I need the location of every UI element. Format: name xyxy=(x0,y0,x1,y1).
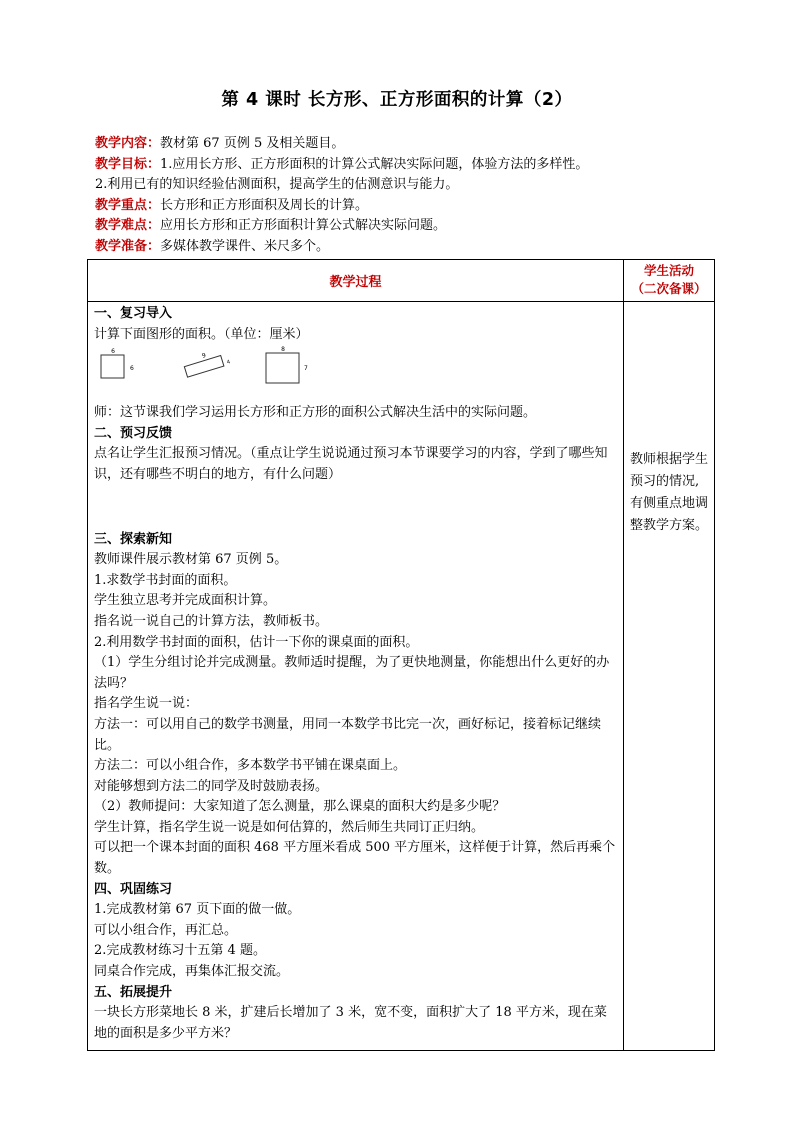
section-preview-title: 二、预习反馈 xyxy=(94,425,173,441)
rectangle-top-label: 8 xyxy=(281,346,285,354)
meta-preparation: 教学准备：多媒体教学课件、米尺多个。 xyxy=(95,238,330,254)
shapes-illustration xyxy=(94,345,414,403)
tilted-rect-top-label: 9 xyxy=(201,352,207,361)
table-header-process: 教学过程 xyxy=(329,274,382,290)
section-practice-title: 四、巩固练习 xyxy=(94,881,173,897)
paragraph: 指名说一说自己的计算方法，教师板书。 xyxy=(94,613,329,629)
paragraph: 同桌合作完成，再集体汇报交流。 xyxy=(94,964,290,980)
paragraph: 1.完成教材第 67 页下面的做一做。 xyxy=(94,902,301,918)
paragraph: 可以小组合作，再汇总。 xyxy=(94,922,238,938)
paragraph: （2）教师提问：大家知道了怎么测量，那么课桌的面积大约是多少呢？ xyxy=(94,799,506,815)
student-activity-note: 教师根据学生预习的情况,有侧重点地调整教学方案。 xyxy=(630,452,709,533)
meta-difficulty: 教学难点：应用长方形和正方形面积计算公式解决实际问题。 xyxy=(95,218,447,233)
area-figures xyxy=(94,345,619,403)
paragraph: 2.利用数学书封面的面积，估计一下你的课桌面的面积。 xyxy=(94,634,419,650)
section-explore-title: 三、探索新知 xyxy=(94,531,173,547)
page-title: 第 4 课时 长方形、正方形面积的计算（2） xyxy=(221,90,573,110)
paragraph: 方法一：可以用自己的数学书测量，用同一本数学书比完一次，画好标记，接着标记继续比。 xyxy=(94,716,602,753)
table-header-student-activity: 学生活动 （二次备课） xyxy=(631,263,707,296)
paragraph: 师：这节课我们学习运用长方形和正方形的面积公式解决生活中的实际问题。 xyxy=(94,405,537,421)
paragraph: 方法二：可以小组合作，多本数学书平铺在课桌面上。 xyxy=(94,758,407,774)
paragraph: 点名让学生汇报预习情况。（重点让学生说说通过预习本节课要学习的内容，学到了哪些知识，还有哪些不明白的地方，有什么问题） xyxy=(94,446,608,482)
table-column-divider xyxy=(623,259,624,1051)
rectangle-side-label: 7 xyxy=(304,365,308,373)
square-side-label: 6 xyxy=(130,365,134,373)
paragraph: 一块长方形菜地长 8 米，扩建后长增加了 3 米，宽不变，面积扩大了 18 平方米，现在菜地的面积是多少平方米？ xyxy=(94,1005,607,1041)
lesson-meta xyxy=(95,134,715,257)
square-top-label: 6 xyxy=(111,348,115,356)
paragraph: 对能够想到方法二的同学及时鼓励表扬。 xyxy=(94,778,329,794)
meta-key-point: 教学重点：长方形和正方形面积及周长的计算。 xyxy=(95,197,369,213)
paragraph: 2.完成教材练习十五第 4 题。 xyxy=(94,943,266,959)
paragraph: 学生计算，指名学生说一说是如何估算的，然后师生共同订正归纳。 xyxy=(94,819,485,835)
section-review-title: 一、复习导入 xyxy=(94,306,173,321)
paragraph: 可以把一个课本封面的面积 468 平方厘米看成 500 平方厘米，这样便于计算，然后再乘个数。 xyxy=(94,840,616,877)
paragraph: 学生独立思考并完成面积计算。 xyxy=(94,593,277,609)
square-figure xyxy=(101,355,124,378)
meta-content: 教学内容：教材第 67 页例 5 及相关题目。 xyxy=(95,136,345,151)
section-extension-title: 五、拓展提升 xyxy=(94,984,173,1000)
paragraph: 1.求数学书封面的面积。 xyxy=(94,572,237,588)
table-header-divider xyxy=(87,301,715,302)
rectangle-figure xyxy=(266,353,299,383)
teaching-process xyxy=(94,304,619,1044)
meta-goal-2: 2.利用已有的知识经验估测面积，提高学生的估测意识与能力。 xyxy=(95,177,459,192)
paragraph: 教师课件展示教材第 67 页例 5。 xyxy=(94,552,288,568)
meta-goal: 教学目标：1.应用长方形、正方形面积的计算公式解决实际问题，体验方法的多样性。 xyxy=(95,156,589,172)
paragraph: （1）学生分组讨论并完成测量。教师适时提醒，为了更快地测量，你能想出什么更好的办法吗？ xyxy=(94,655,610,691)
paragraph: 指名学生说一说： xyxy=(94,696,199,712)
tilted-rect-side-label: 4 xyxy=(226,359,232,367)
paragraph: 计算下面图形的面积。（单位：厘米） xyxy=(94,326,309,342)
